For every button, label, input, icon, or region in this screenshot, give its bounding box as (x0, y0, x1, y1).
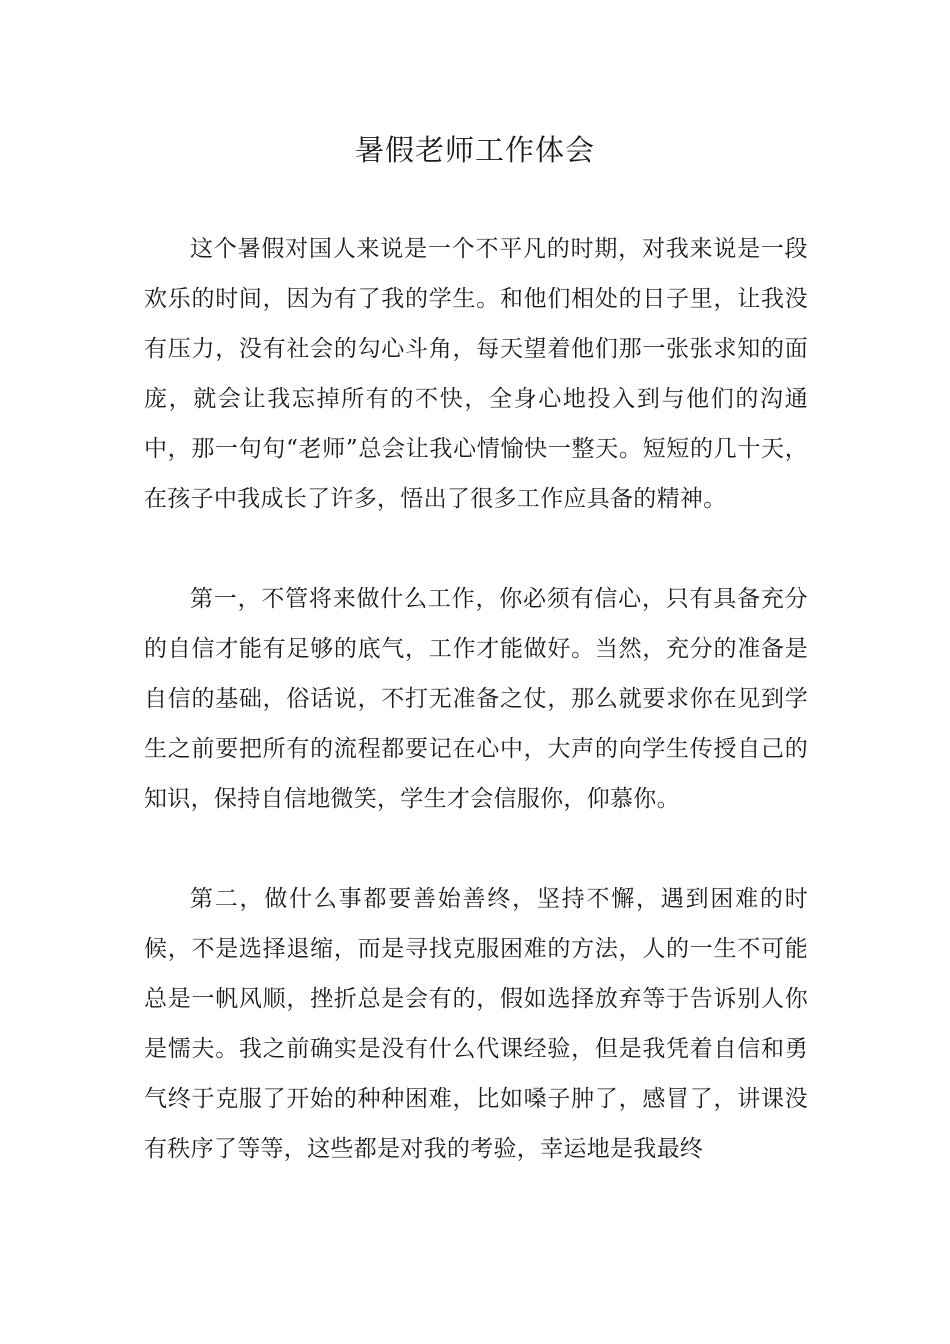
document-body (144, 224, 808, 1224)
paragraph-intro: 这个暑假对国人来说是一个不平凡的时期，对我来说是一段欢乐的时间，因为有了我的学生。和他们相处的日子里，让我没有压力，没有社会的勾心斗角，每天望着他们那一张张求知的面庞，就会让我忘掉所有的不快，全身心地投入到与他们的沟通中，那一句句“老师”总会让我心情愉快一整天。短短的几十天，在孩子中我成长了许多，悟出了很多工作应具备的精神。 (144, 236, 808, 512)
paragraph-first-point: 第一，不管将来做什么工作，你必须有信心，只有具备充分的自信才能有足够的底气，工作才能做好。当然，充分的准备是自信的基础，俗话说，不打无准备之仗，那么就要求你在见到学生之前要把所有的流程都要记在心中，大声的向学生传授自己的知识，保持自信地微笑，学生才会信服你，仰慕你。 (144, 586, 808, 812)
document-title: 暑假老师工作体会 (354, 133, 595, 167)
paragraph-second-point: 第二，做什么事都要善始善终，坚持不懈，遇到困难的时候，不是选择退缩，而是寻找克服困难的方法，人的一生不可能总是一帆风顺，挫折总是会有的，假如选择放弃等于告诉别人你是懦夫。我之前确实是没有什么代课经验，但是我凭着自信和勇气终于克服了开始的种种困难，比如嗓子肿了，感冒了，讲课没有秩序了等等，这些都是对我的考验，幸运地是我最终 (144, 886, 808, 1162)
